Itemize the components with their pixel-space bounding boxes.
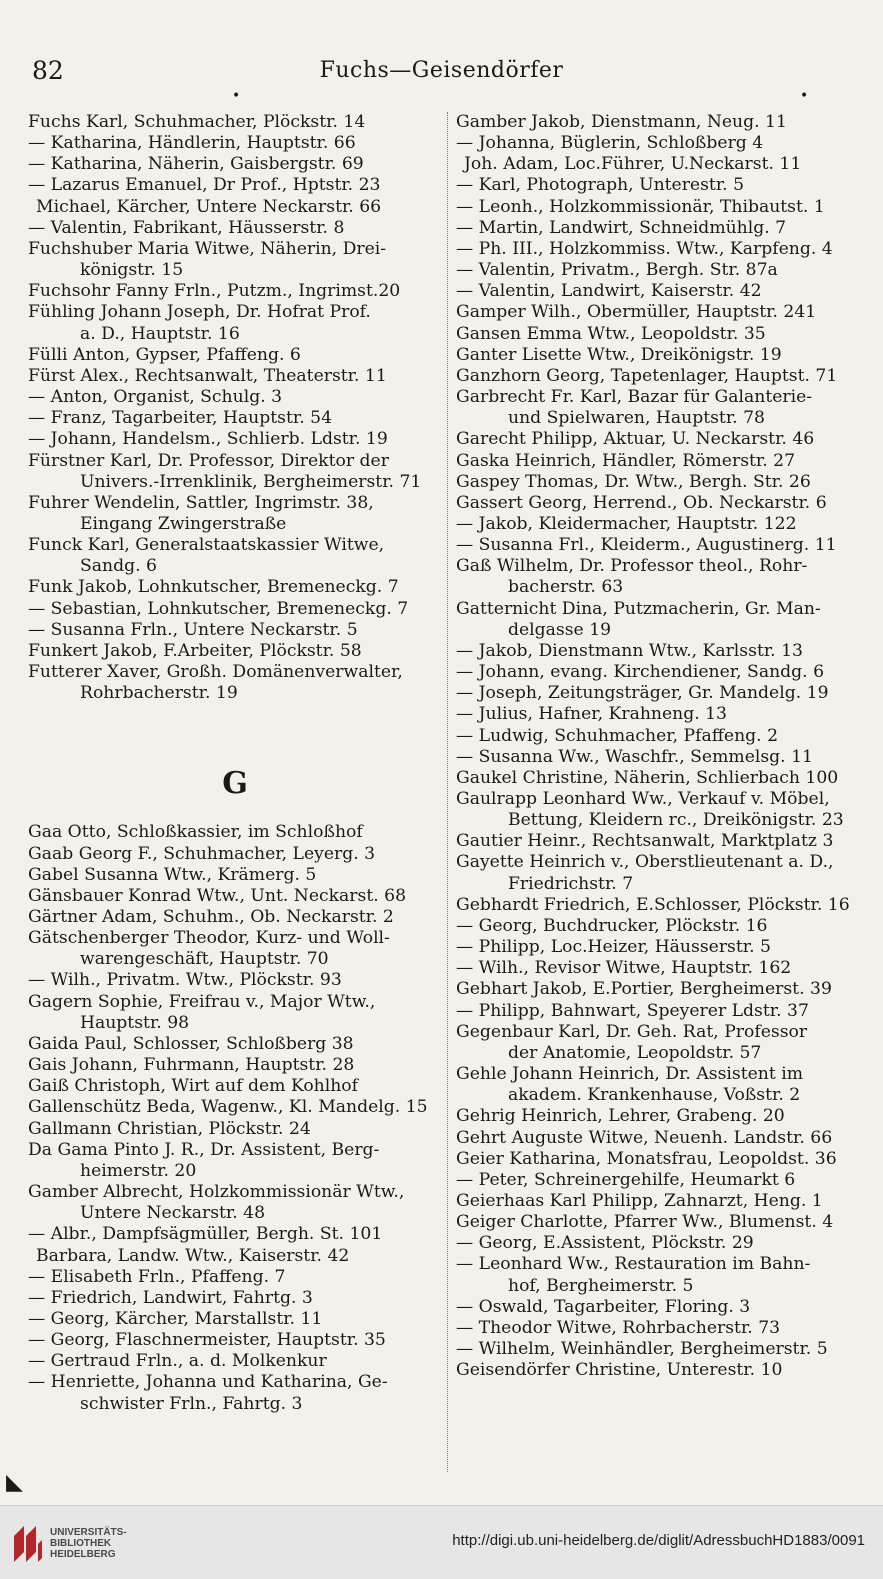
directory-entry: Fuchsohr Fanny Frln., Putzm., Ingrimst.20: [28, 281, 401, 302]
directory-entry: Geiger Charlotte, Pfarrer Ww., Blumenst. 4: [456, 1212, 834, 1233]
directory-entry: — Ludwig, Schuhmacher, Pfaffeng. 2: [456, 725, 779, 746]
directory-entry: Gagern Sophie, Freifrau v., Major Wtw.,: [28, 991, 376, 1012]
directory-entry: — Philipp, Loc.Heizer, Häusserstr. 5: [456, 937, 771, 958]
running-head: Fuchs—Geisendörfer: [319, 58, 564, 83]
viewer-footer: [0, 1505, 883, 1579]
corner-arrow-icon: ◣: [6, 1470, 23, 1495]
directory-entry: Geierhaas Karl Philipp, Zahnarzt, Heng. 1: [456, 1190, 823, 1211]
directory-entry: Funck Karl, Generalstaatskassier Witwe,: [28, 535, 385, 556]
directory-entry: Gaab Georg F., Schuhmacher, Leyerg. 3: [28, 843, 376, 864]
directory-entry: — Gertraud Frln., a. d. Molkenkur: [28, 1351, 327, 1372]
directory-entry: — Jakob, Kleidermacher, Hauptstr. 122: [456, 513, 797, 534]
directory-entry: Gautier Heinr., Rechtsanwalt, Marktplatz 3: [456, 831, 834, 852]
page-number: 82: [32, 56, 64, 85]
directory-entry: Fuchs Karl, Schuhmacher, Plöckstr. 14: [28, 112, 366, 132]
directory-entry: — Albr., Dampfsägmüller, Bergh. St. 101: [28, 1224, 383, 1245]
directory-entry: Gallmann Christian, Plöckstr. 24: [28, 1118, 311, 1139]
directory-entry: Ganzhorn Georg, Tapetenlager, Hauptst. 71: [456, 365, 838, 386]
left-entries-g: [28, 822, 442, 1414]
directory-entry: — Valentin, Fabrikant, Häusserstr. 8: [28, 217, 345, 238]
directory-entry: Da Gama Pinto J. R., Dr. Assistent, Berg-: [28, 1139, 380, 1160]
directory-entry: Gatternicht Dina, Putzmacherin, Gr. Man-: [456, 598, 821, 619]
entry-continuation: Sandg. 6: [80, 556, 157, 577]
directory-entry: Barbara, Landw. Wtw., Kaiserstr. 42: [36, 1245, 350, 1266]
header-dot-left: •: [232, 88, 241, 104]
right-entries: [456, 112, 870, 1381]
directory-entry: Gabel Susanna Wtw., Krämerg. 5: [28, 864, 317, 885]
directory-entry: — Katharina, Näherin, Gaisbergstr. 69: [28, 154, 364, 175]
directory-entry: — Peter, Schreinergehilfe, Heumarkt 6: [456, 1169, 796, 1190]
entry-continuation: heimerstr. 20: [80, 1160, 197, 1181]
directory-entry: — Georg, Kärcher, Marstallstr. 11: [28, 1308, 323, 1329]
entry-continuation: Eingang Zwingerstraße: [80, 513, 287, 534]
entry-continuation: bacherstr. 63: [508, 577, 624, 598]
directory-entry: — Oswald, Tagarbeiter, Floring. 3: [456, 1296, 751, 1317]
directory-entry: — Georg, Flaschnermeister, Hauptstr. 35: [28, 1330, 386, 1351]
directory-entry: Gallenschütz Beda, Wagenw., Kl. Mandelg. 15: [28, 1097, 428, 1118]
entry-continuation: hof, Bergheimerstr. 5: [508, 1275, 694, 1296]
directory-entry: — Anton, Organist, Schulg. 3: [28, 387, 283, 408]
directory-entry: — Joseph, Zeitungsträger, Gr. Mandelg. 19: [456, 683, 829, 704]
entry-continuation: Rohrbacherstr. 19: [80, 683, 238, 704]
entry-continuation: warengeschäft, Hauptstr. 70: [80, 949, 329, 970]
directory-entry: Gärtner Adam, Schuhm., Ob. Neckarstr. 2: [28, 907, 394, 927]
directory-entry: Gaida Paul, Schlosser, Schloßberg 38: [28, 1033, 354, 1054]
logo-line-3: HEIDELBERG: [50, 1549, 116, 1560]
directory-entry: — Valentin, Landwirt, Kaiserstr. 42: [456, 281, 762, 302]
right-column: [456, 112, 870, 1381]
directory-entry: Gätschenberger Theodor, Kurz- und Woll-: [28, 928, 390, 949]
left-entries-f: [28, 112, 442, 704]
directory-entry: — Susanna Frl., Kleiderm., Augustinerg. 11: [456, 535, 837, 556]
directory-entry: Gaa Otto, Schloßkassier, im Schloßhof: [28, 822, 363, 843]
directory-entry: Fuchshuber Maria Witwe, Näherin, Drei-: [28, 238, 387, 259]
directory-entry: — Johann, evang. Kirchendiener, Sandg. 6: [456, 662, 825, 683]
directory-entry: — Georg, Buchdrucker, Plöckstr. 16: [456, 915, 768, 936]
directory-entry: Garbrecht Fr. Karl, Bazar für Galanterie-: [456, 387, 813, 408]
directory-entry: Ganter Lisette Wtw., Dreikönigstr. 19: [456, 344, 782, 365]
directory-entry: Fülli Anton, Gypser, Pfaffeng. 6: [28, 344, 301, 365]
entry-continuation: Univers.-Irrenklinik, Bergheimerstr. 71: [80, 471, 422, 492]
entry-continuation: Friedrichstr. 7: [508, 873, 634, 894]
directory-entry: — Johanna, Büglerin, Schloßberg 4: [456, 133, 764, 154]
directory-entry: — Julius, Hafner, Krahneng. 13: [456, 704, 727, 725]
directory-entry: — Katharina, Händlerin, Hauptstr. 66: [28, 133, 356, 154]
directory-entry: — Susanna Ww., Waschfr., Semmelsg. 11: [456, 746, 813, 767]
directory-entry: — Wilhelm, Weinhändler, Bergheimerstr. 5: [456, 1339, 828, 1360]
directory-entry: Geier Katharina, Monatsfrau, Leopoldst. 36: [456, 1148, 837, 1169]
directory-entry: Gegenbaur Karl, Dr. Geh. Rat, Professor: [456, 1021, 808, 1042]
directory-entry: Gänsbauer Konrad Wtw., Unt. Neckarst. 68: [28, 885, 407, 906]
entry-continuation: a. D., Hauptstr. 16: [80, 323, 240, 344]
directory-entry: — Wilh., Revisor Witwe, Hauptstr. 162: [456, 958, 792, 979]
directory-entry: Gassert Georg, Herrend., Ob. Neckarstr. 6: [456, 492, 827, 513]
directory-entry: — Theodor Witwe, Rohrbacherstr. 73: [456, 1317, 781, 1338]
directory-entry: Gaspey Thomas, Dr. Wtw., Bergh. Str. 26: [456, 471, 811, 492]
directory-entry: Gehrt Auguste Witwe, Neuenh. Landstr. 66: [456, 1127, 833, 1148]
entry-continuation: schwister Frln., Fahrtg. 3: [80, 1393, 303, 1414]
logo-line-2: BIBLIOTHEK: [50, 1538, 112, 1549]
entry-continuation: königstr. 15: [80, 260, 184, 281]
directory-entry: Fürstner Karl, Dr. Professor, Direktor der: [28, 450, 389, 471]
permalink-url[interactable]: http://digi.ub.uni-heidelberg.de/diglit/AdressbuchHD1883/0091: [452, 1532, 865, 1549]
directory-entry: — Johann, Handelsm., Schlierb. Ldstr. 19: [28, 429, 388, 450]
directory-entry: — Friedrich, Landwirt, Fahrtg. 3: [28, 1287, 313, 1308]
directory-entry: — Leonh., Holzkommissionär, Thibautst. 1: [456, 196, 825, 217]
directory-entry: Gaß Wilhelm, Dr. Professor theol., Rohr-: [456, 556, 808, 577]
entry-continuation: Hauptstr. 98: [80, 1012, 190, 1033]
directory-entry: Futterer Xaver, Großh. Domänenverwalter,: [28, 662, 403, 683]
directory-entry: Funkert Jakob, F.Arbeiter, Plöckstr. 58: [28, 640, 362, 661]
directory-entry: — Susanna Frln., Untere Neckarstr. 5: [28, 619, 358, 640]
directory-entry: — Valentin, Privatm., Bergh. Str. 87a: [456, 260, 778, 281]
entry-continuation: akadem. Krankenhause, Voßstr. 2: [508, 1085, 801, 1106]
directory-entry: Gaulrapp Leonhard Ww., Verkauf v. Möbel,: [456, 789, 830, 809]
directory-entry: — Henriette, Johanna und Katharina, Ge-: [28, 1372, 388, 1393]
directory-entry: Gehle Johann Heinrich, Dr. Assistent im: [456, 1064, 804, 1085]
directory-entry: Joh. Adam, Loc.Führer, U.Neckarst. 11: [464, 154, 802, 175]
directory-entry: Michael, Kärcher, Untere Neckarstr. 66: [36, 196, 382, 217]
directory-entry: Fühling Johann Joseph, Dr. Hofrat Prof.: [28, 302, 371, 323]
entry-continuation: Untere Neckarstr. 48: [80, 1203, 266, 1224]
directory-entry: Gayette Heinrich v., Oberstlieutenant a. D.,: [456, 852, 834, 873]
logo-text: [50, 1527, 127, 1560]
header-dot-right: •: [800, 88, 809, 104]
directory-entry: — Karl, Photograph, Unterestr. 5: [456, 175, 745, 196]
directory-entry: Gehrig Heinrich, Lehrer, Grabeng. 20: [456, 1106, 785, 1127]
directory-entry: — Philipp, Bahnwart, Speyerer Ldstr. 37: [456, 1000, 809, 1021]
directory-entry: — Leonhard Ww., Restauration im Bahn-: [456, 1254, 811, 1275]
directory-entry: — Martin, Landwirt, Schneidmühlg. 7: [456, 217, 787, 238]
directory-entry: Garecht Philipp, Aktuar, U. Neckarstr. 46: [456, 429, 815, 450]
directory-entry: Geisendörfer Christine, Unterestr. 10: [456, 1360, 783, 1381]
entry-continuation: der Anatomie, Leopoldstr. 57: [508, 1042, 762, 1063]
directory-entry: Funk Jakob, Lohnkutscher, Bremeneckg. 7: [28, 577, 399, 598]
entry-continuation: und Spielwaren, Hauptstr. 78: [508, 408, 765, 429]
directory-entry: — Georg, E.Assistent, Plöckstr. 29: [456, 1233, 754, 1254]
directory-entry: — Elisabeth Frln., Pfaffeng. 7: [28, 1266, 286, 1287]
directory-entry: Gebhardt Friedrich, E.Schlosser, Plöckstr. 16: [456, 894, 850, 915]
directory-entry: Gais Johann, Fuhrmann, Hauptstr. 28: [28, 1055, 355, 1076]
directory-entry: — Lazarus Emanuel, Dr Prof., Hptstr. 23: [28, 175, 381, 196]
heidelberg-logo-icon: [10, 1522, 44, 1564]
entry-continuation: Bettung, Kleidern rc., Dreikönigstr. 23: [508, 810, 844, 831]
directory-entry: Gansen Emma Wtw., Leopoldstr. 35: [456, 323, 766, 344]
university-library-logo[interactable]: [10, 1514, 150, 1572]
directory-entry: Gaukel Christine, Näherin, Schlierbach 100: [456, 767, 839, 788]
directory-entry: Gamper Wilh., Obermüller, Hauptstr. 241: [456, 302, 817, 323]
logo-line-1: UNIVERSITÄTS-: [50, 1527, 127, 1538]
left-column: [28, 112, 442, 1415]
directory-entry: — Ph. III., Holzkommiss. Wtw., Karpfeng. 4: [456, 238, 833, 259]
section-letter-g: G: [222, 766, 248, 802]
column-divider: [447, 112, 448, 1472]
entry-continuation: delgasse 19: [508, 619, 612, 640]
directory-entry: Fürst Alex., Rechtsanwalt, Theaterstr. 11: [28, 365, 387, 386]
directory-entry: — Jakob, Dienstmann Wtw., Karlsstr. 13: [456, 640, 803, 661]
page-header: [0, 52, 883, 104]
directory-entry: Gebhart Jakob, E.Portier, Bergheimerst. 39: [456, 979, 832, 1000]
directory-entry: Gamber Albrecht, Holzkommissionär Wtw.,: [28, 1182, 405, 1203]
directory-entry: — Sebastian, Lohnkutscher, Bremeneckg. 7: [28, 598, 409, 619]
directory-entry: Gaska Heinrich, Händler, Römerstr. 27: [456, 450, 796, 471]
directory-entry: Gaiß Christoph, Wirt auf dem Kohlhof: [28, 1076, 359, 1097]
directory-entry: Fuhrer Wendelin, Sattler, Ingrimstr. 38,: [28, 492, 374, 513]
directory-entry: — Franz, Tagarbeiter, Hauptstr. 54: [28, 408, 333, 429]
directory-entry: — Wilh., Privatm. Wtw., Plöckstr. 93: [28, 970, 342, 991]
directory-entry: Gamber Jakob, Dienstmann, Neug. 11: [456, 112, 787, 132]
